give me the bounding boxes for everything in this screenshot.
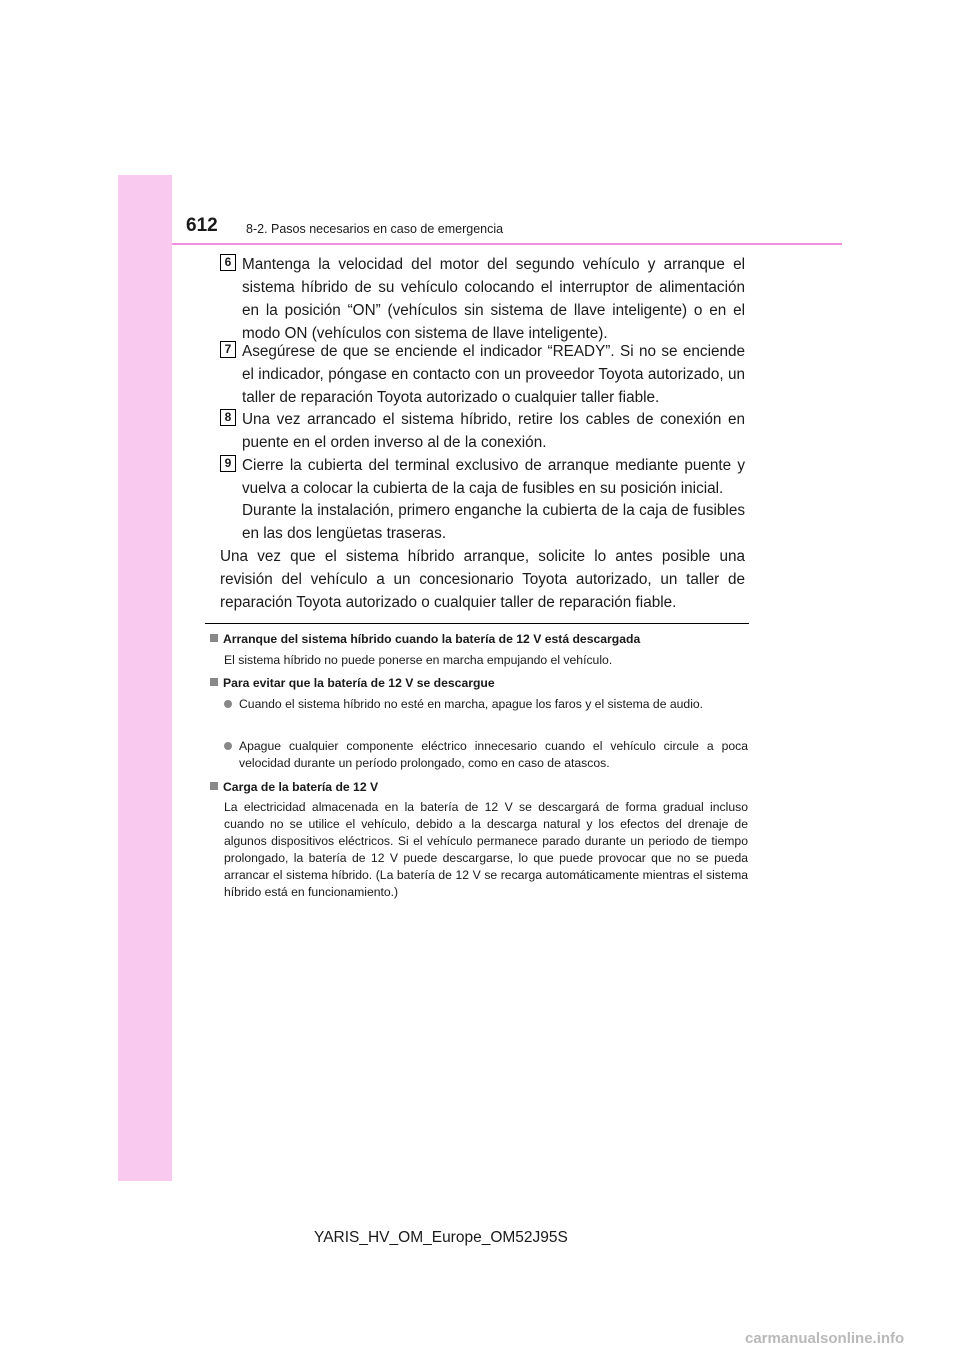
square-bullet-icon xyxy=(210,634,218,642)
step-number-badge: 6 xyxy=(220,254,236,271)
header-divider xyxy=(172,243,842,245)
round-bullet-icon xyxy=(224,742,232,750)
notes-divider xyxy=(205,623,749,624)
step-number-badge: 7 xyxy=(220,341,236,358)
square-bullet-icon xyxy=(210,678,218,686)
square-bullet-icon xyxy=(210,782,218,790)
step-number-badge: 9 xyxy=(220,455,236,472)
round-bullet-icon xyxy=(224,700,232,708)
note-heading xyxy=(210,780,378,794)
note-text: El sistema híbrido no puede ponerse en marcha empujando el vehículo. xyxy=(224,653,613,667)
note-text: La electricidad almacenada en la batería de 12 V se descargará de forma gradual incluso cuando no se utilice el vehículo, debido a la descarga natural y los efectos del drenaje de algunos dispositivos eléctricos. Si el vehículo permanece parado durante un periodo de tiempo prolongado, la batería de 12 V puede descargarse, lo que puede provocar que no se pueda arrancar el sistema híbrido. (La batería de 12 V se recarga automáticamente mientras el sistema híbrido está en funcionamiento.) xyxy=(224,800,748,899)
note-bullet-text: Cuando el sistema híbrido no esté en marcha, apague los faros y el sistema de audio. xyxy=(239,697,704,711)
step-extra-text: Durante la instalación, primero enganche la cubierta de la caja de fusibles en las dos lengüetas traseras. xyxy=(242,502,745,542)
watermark: carmanualsonline.info xyxy=(745,1330,905,1347)
step-text: Mantenga la velocidad del motor del segundo vehículo y arranque el sistema híbrido de su vehículo colocando el interruptor de alimentación en la posición “ON” (vehículos sin sistema de llave inteligente) o en el modo ON (vehículos con sistema de llave inteligente). xyxy=(242,256,745,342)
step-text: Asegúrese de que se enciende el indicador “READY”. Si no se enciende el indicador, póngase en contacto con un proveedor Toyota autorizado, un taller de reparación Toyota autorizado o cualquier taller fiable. xyxy=(242,343,745,406)
note-heading-text: Carga de la batería de 12 V xyxy=(223,780,379,794)
note-bullet xyxy=(224,738,748,772)
page-number: 612 xyxy=(186,215,218,236)
section-title: 8-2. Pasos necesarios en caso de emergencia xyxy=(246,222,504,236)
note-heading xyxy=(210,632,640,646)
note-bullet xyxy=(224,696,748,713)
note-heading xyxy=(210,676,495,690)
document-footer-code: YARIS_HV_OM_Europe_OM52J95S xyxy=(314,1229,568,1246)
note-bullet-text: Apague cualquier componente eléctrico innecesario cuando el vehículo circule a poca velocidad durante un período prolongado, como en caso de atascos. xyxy=(239,739,748,770)
closing-paragraph: Una vez que el sistema híbrido arranque, solicite lo antes posible una revisión del vehículo a un concesionario Toyota autorizado, un taller de reparación Toyota autorizado o cualquier taller de reparación fiable. xyxy=(220,548,745,611)
step-number-badge: 8 xyxy=(220,409,236,426)
note-heading-text: Arranque del sistema híbrido cuando la batería de 12 V está descargada xyxy=(223,632,641,646)
step-text: Una vez arrancado el sistema híbrido, retire los cables de conexión en puente en el orden inverso al de la conexión. xyxy=(242,411,745,451)
chapter-sidebar-tab xyxy=(118,175,172,1181)
note-heading-text: Para evitar que la batería de 12 V se descargue xyxy=(223,676,495,690)
step-text: Cierre la cubierta del terminal exclusivo de arranque mediante puente y vuelva a colocar la cubierta de la caja de fusibles en su posición inicial. xyxy=(242,457,745,497)
